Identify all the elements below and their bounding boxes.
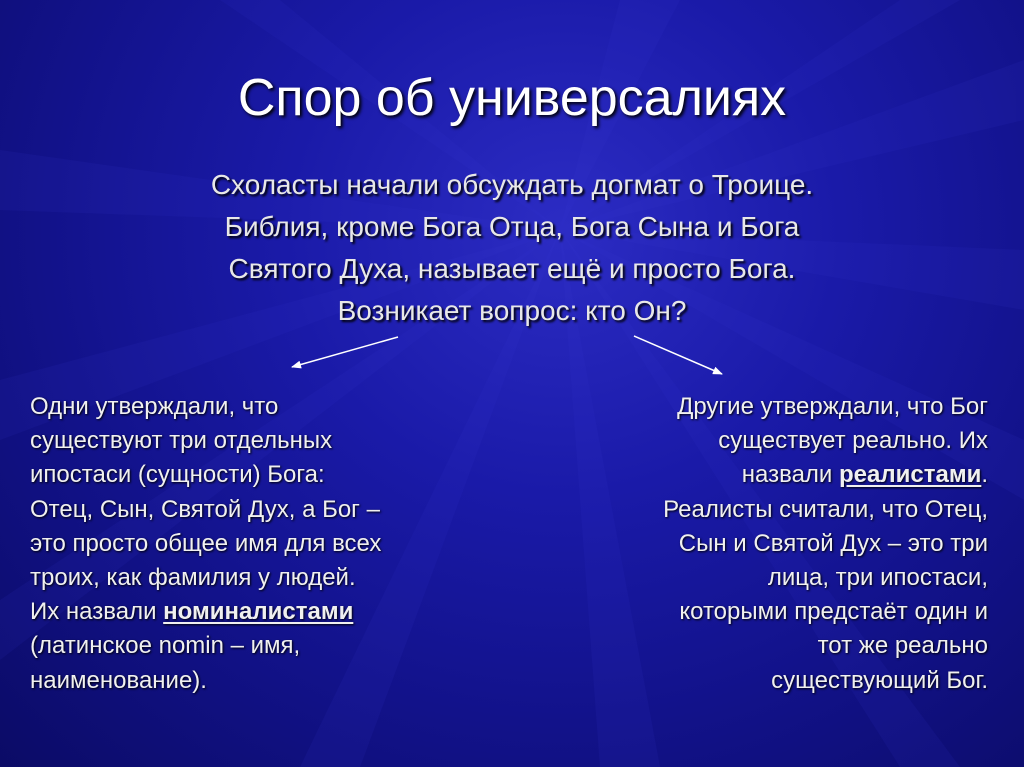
left-line: (латинское nomin – имя, xyxy=(30,632,301,660)
realists-paragraph xyxy=(560,390,988,698)
left-line: наименование). xyxy=(30,666,207,694)
left-line: ипостаси (сущности) Бога: xyxy=(30,461,325,489)
left-line: троих, как фамилия у людей. xyxy=(30,564,356,592)
right-line-suffix: . xyxy=(981,461,988,489)
right-line: существует реально. Их xyxy=(718,427,988,455)
right-line-prefix: назвали xyxy=(741,461,840,489)
intro-paragraph xyxy=(112,164,912,332)
left-line: это просто общее имя для всех xyxy=(30,529,382,557)
left-line: Отец, Сын, Святой Дух, а Бог – xyxy=(30,495,380,523)
intro-line: Святого Духа, называет ещё и просто Бога. xyxy=(228,253,796,284)
term-nominalists: номиналистами xyxy=(163,598,354,626)
left-line-prefix: Их назвали xyxy=(30,598,164,626)
slide-title: Спор об универсалиях xyxy=(237,69,787,127)
right-line: тот же реально xyxy=(817,632,988,660)
right-line: которыми предстаёт один и xyxy=(679,598,988,626)
right-line: Другие утверждали, что Бог xyxy=(677,393,988,420)
left-line: Одни утверждали, что xyxy=(30,393,279,420)
right-line xyxy=(560,458,988,492)
right-line: существующий Бог. xyxy=(771,666,988,694)
nominalists-paragraph xyxy=(30,390,470,698)
intro-line: Библия, кроме Бога Отца, Бога Сына и Бога xyxy=(224,211,800,242)
right-line: Реалисты считали, что Отец, xyxy=(663,495,988,523)
term-realists: реалистами xyxy=(839,461,982,489)
left-line: существуют три отдельных xyxy=(30,427,333,455)
right-line: Сын и Святой Дух – это три xyxy=(678,529,988,557)
intro-line: Возникает вопрос: кто Он? xyxy=(337,295,687,326)
left-line xyxy=(30,595,470,629)
right-line: лица, три ипостаси, xyxy=(767,564,988,592)
intro-line: Схоласты начали обсуждать догмат о Троице. xyxy=(210,169,814,200)
